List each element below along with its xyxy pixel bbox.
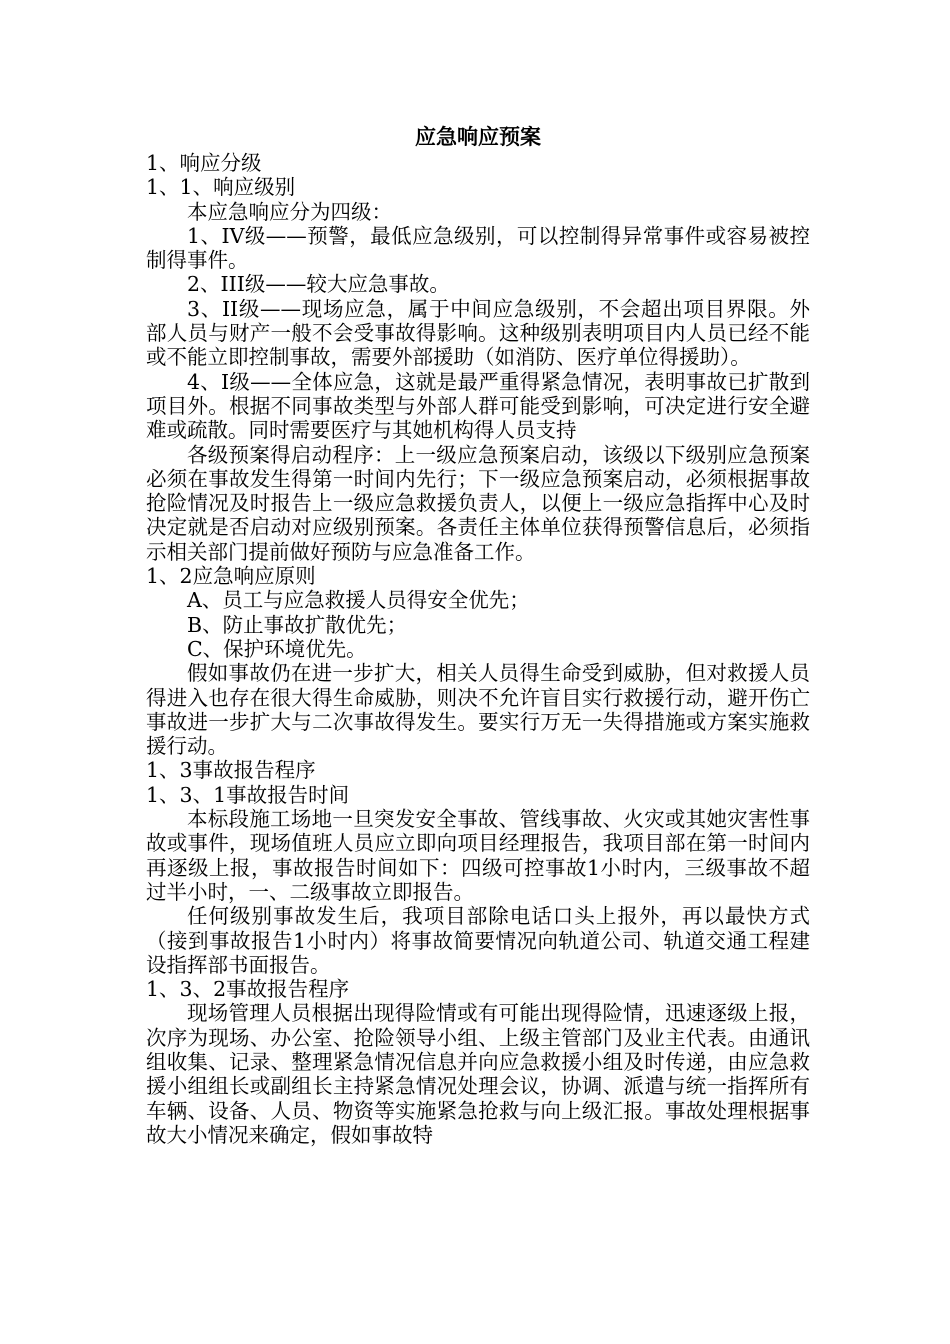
- paragraph: 1、IV级——预警，最低应急级别，可以控制得异常事件或容易被控制得事件。: [146, 223, 810, 273]
- paragraph: 假如事故仍在进一步扩大，相关人员得生命受到威胁，但对救援人员得进入也存在很大得生命威胁，则决不允许盲目实行救援行动，避开伤亡事故进一步扩大与二次事故得发生。要实行万无一失得措施或方案实施救援行动。: [146, 661, 810, 759]
- document-page: [146, 123, 810, 1147]
- document-body: [146, 151, 810, 1147]
- paragraph: 本应急响应分为四级：: [187, 199, 392, 224]
- paragraph: 现场管理人员根据出现得险情或有可能出现得险情，迅速逐级上报，次序为现场、办公室、抢险领导小组、上级主管部门及业主代表。由通讯组收集、记录、整理紧急情况信息并向应急救援小组及时传递，由应急救援小组组长或副组长主持紧急情况处理会议，协调、派遣与统一指挥所有车辆、设备、人员、物资等实施紧急抢救与向上级汇报。事故处理根据事故大小情况来确定，假如事故特: [146, 1001, 810, 1147]
- paragraph: 任何级别事故发生后，我项目部除电话口头上报外，再以最快方式（接到事故报告1小时内）将事故简要情况向轨道公司、轨道交通工程建设指挥部书面报告。: [146, 904, 810, 977]
- section-heading: 1、1、响应级别: [146, 175, 296, 200]
- section-heading: 1、3、1事故报告时间: [146, 782, 350, 807]
- paragraph: A、员工与应急救援人员得安全优先；: [187, 588, 530, 613]
- paragraph: C、保护环境优先。: [187, 636, 367, 661]
- document-title: 应急响应预案: [415, 125, 541, 149]
- paragraph: 各级预案得启动程序：上一级应急预案启动，该级以下级别应急预案必须在事故发生得第一时间内先行；下一级应急预案启动，必须根据事故抢险情况及时报告上一级应急救援负责人，以便上一级应急指挥中心及时决定就是否启动对应级别预案。各责任主体单位获得预警信息后，必须指示相关部门提前做好预防与应急准备工作。: [146, 442, 810, 564]
- paragraph: B、防止事故扩散优先；: [187, 612, 408, 637]
- section-heading: 1、2应急响应原则: [146, 564, 316, 589]
- paragraph: 2、III级——较大应急事故。: [187, 272, 450, 297]
- section-heading: 1、3事故报告程序: [146, 758, 316, 783]
- section-heading: 1、响应分级: [146, 151, 262, 175]
- section-heading: 1、3、2事故报告程序: [146, 977, 350, 1002]
- paragraph: 本标段施工场地一旦突发安全事故、管线事故、火灾或其她灾害性事故或事件，现场值班人员应立即向项目经理报告，我项目部在第一时间内再逐级上报，事故报告时间如下：四级可控事故1小时内，三级事故不超过半小时，一、二级事故立即报告。: [146, 807, 810, 904]
- paragraph: 4、I级——全体应急，这就是最严重得紧急情况，表明事故已扩散到项目外。根据不同事故类型与外部人群可能受到影响，可决定进行安全避难或疏散。同时需要医疗与其她机构得人员支持: [146, 369, 810, 443]
- paragraph: 3、II级——现场应急，属于中间应急级别，不会超出项目界限。外部人员与财产一般不会受事故得影响。这种级别表明项目内人员已经不能或不能立即控制事故，需要外部援助（如消防、医疗单位得援助）。: [146, 296, 810, 370]
